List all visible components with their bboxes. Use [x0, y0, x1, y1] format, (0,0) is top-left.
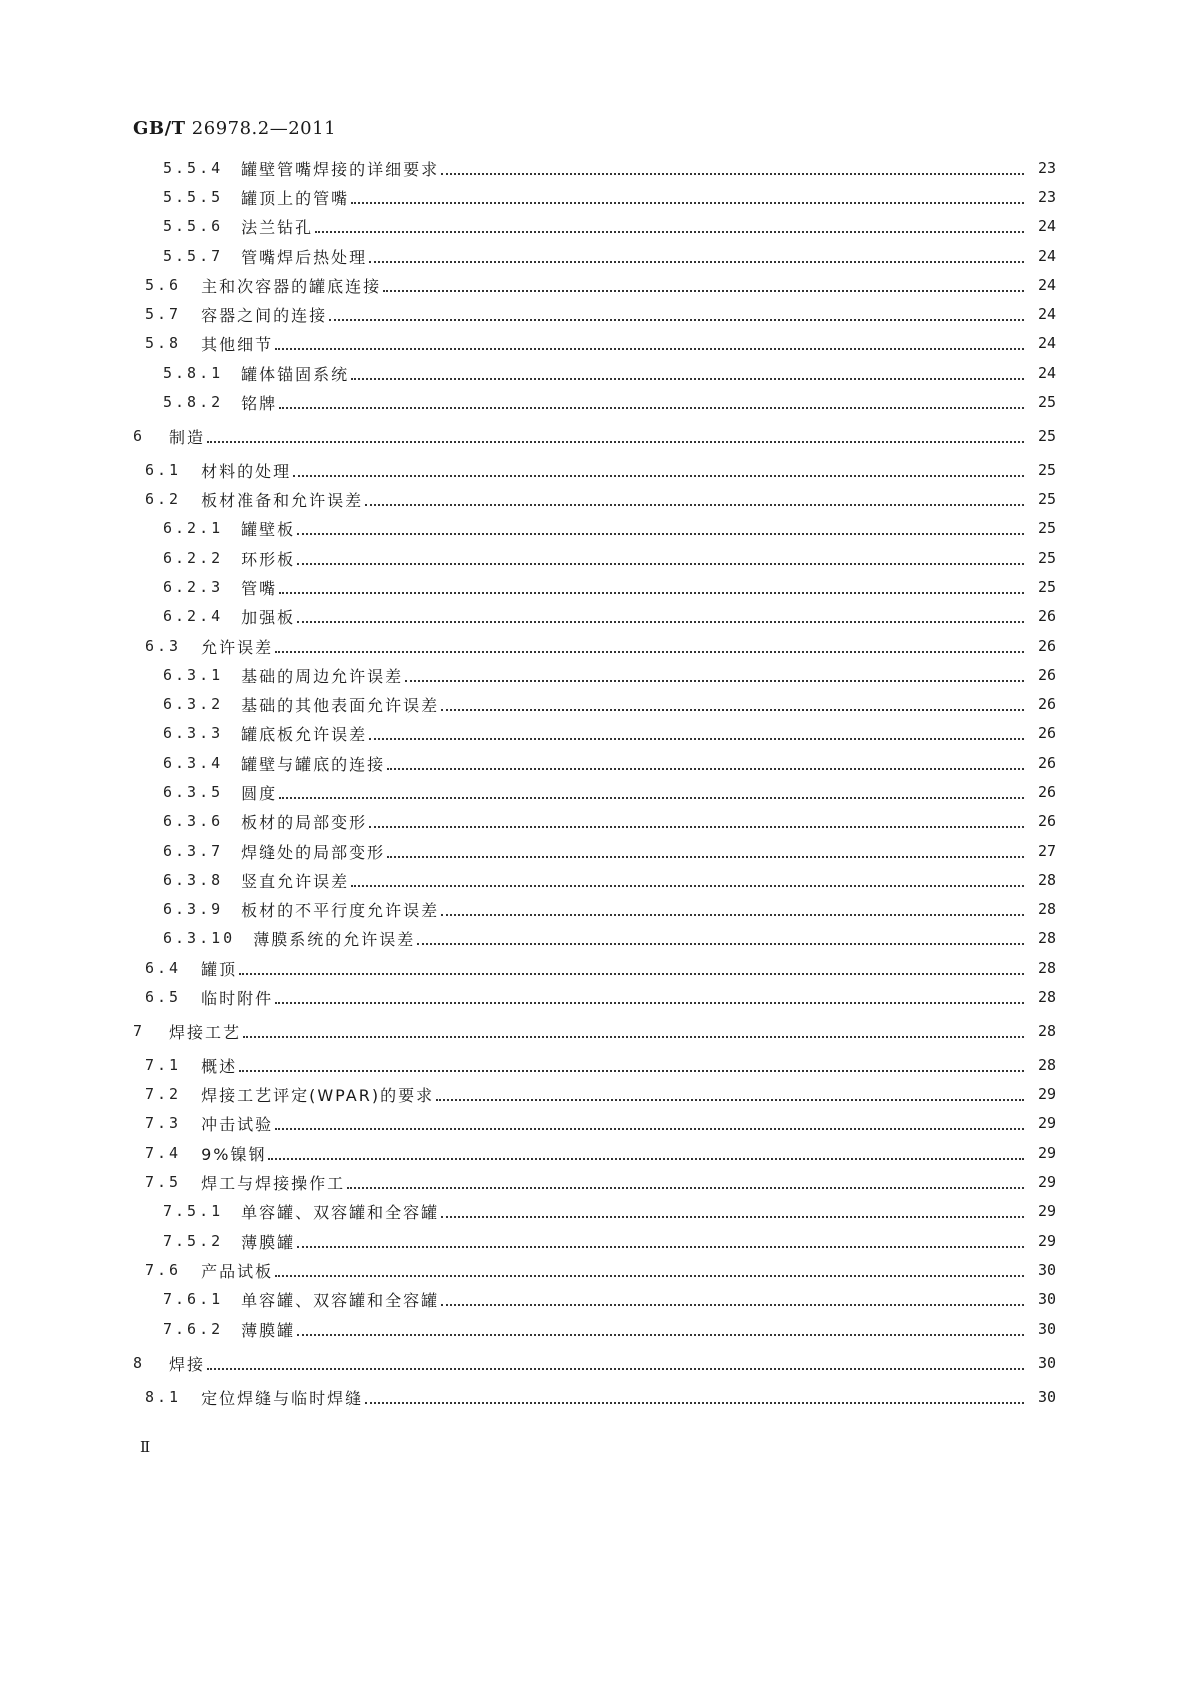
page-number: Ⅱ	[140, 1438, 151, 1456]
toc-entry-number: 6	[133, 427, 146, 445]
toc-leader-dots	[351, 362, 1024, 380]
toc-entry-number: 6.3.10	[163, 929, 236, 947]
toc-leader-dots	[239, 1054, 1024, 1072]
toc-entry-number: 5.8.1	[163, 364, 224, 382]
toc-leader-dots	[279, 781, 1024, 799]
toc-entry-title: 单容罐、双容罐和全容罐	[241, 1290, 440, 1310]
toc-entry[interactable]	[145, 1385, 1056, 1409]
toc-entry-title: 罐壁管嘴焊接的详细要求	[241, 159, 440, 179]
toc-entry-page: 29	[1037, 1173, 1056, 1191]
toc-entry-title: 罐体锚固系统	[241, 364, 350, 384]
toc-entry-title: 焊缝处的局部变形	[241, 842, 386, 862]
toc-leader-dots	[387, 752, 1024, 770]
toc-entry-title: 其他细节	[201, 334, 274, 354]
toc-entry-page: 26	[1037, 637, 1056, 655]
toc-leader-dots	[297, 1230, 1024, 1248]
toc-leader-dots	[275, 635, 1024, 653]
toc-entry-title: 板材的不平行度允许误差	[241, 900, 440, 920]
toc-leader-dots	[268, 1142, 1024, 1160]
toc-entry[interactable]	[163, 926, 1056, 950]
toc-entry-page: 25	[1037, 427, 1056, 445]
toc-leader-dots	[369, 245, 1024, 263]
toc-entry[interactable]	[163, 361, 1056, 385]
toc-entry[interactable]	[163, 1317, 1056, 1341]
toc-entry-page: 25	[1037, 578, 1056, 596]
toc-entry[interactable]	[163, 156, 1056, 180]
toc-entry-title: 焊工与焊接操作工	[201, 1173, 346, 1193]
toc-entry-page: 26	[1037, 607, 1056, 625]
toc-entry[interactable]	[163, 185, 1056, 209]
toc-entry-title: 单容罐、双容罐和全容罐	[241, 1202, 440, 1222]
toc-entry-number: 6.3	[145, 637, 182, 655]
toc-entry-title: 基础的其他表面允许误差	[241, 695, 440, 715]
toc-entry-page: 24	[1037, 305, 1056, 323]
toc-entry[interactable]	[163, 663, 1056, 687]
toc-entry-page: 27	[1037, 842, 1056, 860]
toc-entry-number: 5.6	[145, 276, 182, 294]
toc-entry-number: 7.5.1	[163, 1202, 224, 1220]
toc-entry-title: 9%镍钢	[201, 1144, 267, 1164]
toc-leader-dots	[365, 488, 1024, 506]
toc-entry-title: 罐壁板	[241, 519, 296, 539]
document-code-number: 26978.2—2011	[191, 118, 337, 139]
toc-entry[interactable]	[145, 956, 1056, 980]
toc-entry-title: 薄膜罐	[241, 1320, 296, 1340]
toc-entry-number: 6.3.6	[163, 812, 224, 830]
toc-entry-number: 6.3.7	[163, 842, 224, 860]
toc-entry-number: 7.1	[145, 1056, 182, 1074]
toc-entry-title: 环形板	[241, 549, 296, 569]
toc-entry-title: 焊接工艺	[169, 1022, 242, 1042]
toc-entry-number: 6.5	[145, 988, 182, 1006]
toc-entry[interactable]	[145, 458, 1056, 482]
toc-entry-page: 26	[1037, 666, 1056, 684]
toc-entry[interactable]	[133, 424, 1056, 448]
toc-leader-dots	[365, 1386, 1024, 1404]
toc-entry-title: 罐顶	[201, 959, 238, 979]
toc-entry-title: 允许误差	[201, 637, 274, 657]
toc-entry-number: 6.3.1	[163, 666, 224, 684]
toc-entry-page: 30	[1037, 1261, 1056, 1279]
toc-entry[interactable]	[163, 546, 1056, 570]
toc-entry-number: 6.2	[145, 490, 182, 508]
toc-entry-page: 25	[1037, 519, 1056, 537]
toc-entry[interactable]	[163, 780, 1056, 804]
toc-entry-page: 30	[1037, 1354, 1056, 1372]
toc-entry[interactable]	[145, 634, 1056, 658]
toc-entry[interactable]	[163, 516, 1056, 540]
toc-entry-page: 26	[1037, 724, 1056, 742]
toc-entry-title: 法兰钻孔	[241, 217, 314, 237]
toc-entry-page: 29	[1037, 1202, 1056, 1220]
toc-leader-dots	[279, 391, 1024, 409]
toc-entry[interactable]	[163, 897, 1056, 921]
toc-leader-dots	[436, 1083, 1024, 1101]
toc-entry[interactable]	[163, 575, 1056, 599]
toc-entry[interactable]	[163, 692, 1056, 716]
toc-entry[interactable]	[145, 1082, 1056, 1106]
toc-leader-dots	[297, 605, 1024, 623]
toc-leader-dots	[207, 425, 1024, 443]
toc-entry-page: 25	[1037, 393, 1056, 411]
toc-entry-number: 7.4	[145, 1144, 182, 1162]
toc-entry[interactable]	[163, 214, 1056, 238]
toc-leader-dots	[329, 303, 1024, 321]
toc-entry[interactable]	[145, 1170, 1056, 1194]
toc-entry-title: 薄膜系统的允许误差	[253, 929, 416, 949]
toc-entry-page: 26	[1037, 695, 1056, 713]
toc-entry-page: 24	[1037, 247, 1056, 265]
toc-entry-number: 6.3.3	[163, 724, 224, 742]
toc-entry-number: 5.8.2	[163, 393, 224, 411]
toc-entry-title: 板材准备和允许误差	[201, 490, 364, 510]
toc-entry-page: 28	[1037, 988, 1056, 1006]
toc-entry[interactable]	[163, 1229, 1056, 1253]
toc-leader-dots	[441, 693, 1024, 711]
toc-leader-dots	[297, 547, 1024, 565]
toc-entry-page: 23	[1037, 159, 1056, 177]
toc-leader-dots	[383, 274, 1024, 292]
toc-entry-title: 罐壁与罐底的连接	[241, 754, 386, 774]
toc-entry-page: 29	[1037, 1085, 1056, 1103]
toc-entry[interactable]	[163, 751, 1056, 775]
toc-leader-dots	[405, 664, 1024, 682]
toc-entry-number: 6.2.4	[163, 607, 224, 625]
toc-entry-page: 26	[1037, 783, 1056, 801]
toc-entry-page: 29	[1037, 1144, 1056, 1162]
toc-leader-dots	[207, 1352, 1024, 1370]
toc-entry-number: 7.6	[145, 1261, 182, 1279]
toc-leader-dots	[441, 898, 1024, 916]
toc-entry[interactable]	[163, 721, 1056, 745]
toc-leader-dots	[387, 840, 1024, 858]
toc-entry-number: 7.6.1	[163, 1290, 224, 1308]
toc-leader-dots	[275, 332, 1024, 350]
toc-leader-dots	[347, 1171, 1024, 1189]
toc-entry-title: 焊接工艺评定(WPAR)的要求	[201, 1085, 435, 1105]
toc-entry-title: 冲击试验	[201, 1114, 274, 1134]
toc-entry-title: 铭牌	[241, 393, 278, 413]
toc-entry-title: 定位焊缝与临时焊缝	[201, 1388, 364, 1408]
toc-entry[interactable]	[145, 331, 1056, 355]
toc-entry-page: 29	[1037, 1232, 1056, 1250]
toc-entry-page: 30	[1037, 1320, 1056, 1338]
toc-entry[interactable]	[145, 1053, 1056, 1077]
toc-entry-page: 28	[1037, 959, 1056, 977]
toc-entry-page: 25	[1037, 461, 1056, 479]
toc-entry-number: 7.6.2	[163, 1320, 224, 1338]
toc-entry-page: 23	[1037, 188, 1056, 206]
toc-entry-number: 8	[133, 1354, 146, 1372]
toc-entry[interactable]	[133, 1351, 1056, 1375]
toc-entry-title: 材料的处理	[201, 461, 292, 481]
toc-leader-dots	[441, 157, 1024, 175]
toc-entry-title: 管嘴	[241, 578, 278, 598]
toc-leader-dots	[441, 1200, 1024, 1218]
toc-entry-title: 制造	[169, 427, 206, 447]
toc-entry-number: 5.8	[145, 334, 182, 352]
toc-entry-page: 28	[1037, 1022, 1056, 1040]
toc-entry-number: 6.2.2	[163, 549, 224, 567]
toc-entry-number: 5.5.7	[163, 247, 224, 265]
toc-entry-page: 30	[1037, 1290, 1056, 1308]
toc-entry[interactable]	[163, 244, 1056, 268]
toc-entry-number: 6.4	[145, 959, 182, 977]
toc-entry[interactable]	[163, 809, 1056, 833]
toc-entry-title: 罐底板允许误差	[241, 724, 368, 744]
toc-leader-dots	[275, 1259, 1024, 1277]
toc-entry[interactable]	[145, 487, 1056, 511]
toc-entry-page: 24	[1037, 364, 1056, 382]
document-code-prefix: GB/T	[133, 118, 186, 139]
toc-entry-title: 临时附件	[201, 988, 274, 1008]
toc-entry-page: 28	[1037, 900, 1056, 918]
toc-entry-number: 6.3.4	[163, 754, 224, 772]
toc-entry-number: 8.1	[145, 1388, 182, 1406]
toc-entry-number: 7	[133, 1022, 146, 1040]
toc-entry-number: 6.1	[145, 461, 182, 479]
toc-leader-dots	[369, 810, 1024, 828]
toc-entry-title: 概述	[201, 1056, 238, 1076]
toc-entry[interactable]	[163, 839, 1056, 863]
toc-leader-dots	[351, 869, 1024, 887]
toc-entry-number: 5.5.5	[163, 188, 224, 206]
toc-entry[interactable]	[133, 1019, 1056, 1043]
toc-leader-dots	[351, 186, 1024, 204]
toc-entry-page: 24	[1037, 334, 1056, 352]
toc-entry[interactable]	[145, 1141, 1056, 1165]
toc-entry[interactable]	[163, 390, 1056, 414]
toc-entry-title: 管嘴焊后热处理	[241, 247, 368, 267]
toc-leader-dots	[441, 1288, 1024, 1306]
toc-leader-dots	[279, 576, 1024, 594]
toc-entry-page: 26	[1037, 754, 1056, 772]
toc-leader-dots	[293, 459, 1024, 477]
toc-entry-number: 5.5.4	[163, 159, 224, 177]
toc-entry-title: 罐顶上的管嘴	[241, 188, 350, 208]
toc-entry-number: 6.3.5	[163, 783, 224, 801]
toc-entry-title: 圆度	[241, 783, 278, 803]
toc-leader-dots	[239, 957, 1024, 975]
toc-leader-dots	[275, 986, 1024, 1004]
toc-entry[interactable]	[163, 1287, 1056, 1311]
toc-entry-page: 24	[1037, 276, 1056, 294]
toc-entry-page: 30	[1037, 1388, 1056, 1406]
toc-leader-dots	[297, 1318, 1024, 1336]
toc-entry[interactable]	[145, 1258, 1056, 1282]
toc-entry-page: 25	[1037, 549, 1056, 567]
toc-entry[interactable]	[163, 868, 1056, 892]
toc-entry-page: 28	[1037, 1056, 1056, 1074]
toc-entry-page: 28	[1037, 871, 1056, 889]
toc-entry-number: 7.2	[145, 1085, 182, 1103]
toc-entry-number: 7.5	[145, 1173, 182, 1191]
toc-entry-page: 24	[1037, 217, 1056, 235]
toc-entry-title: 基础的周边允许误差	[241, 666, 404, 686]
toc-entry-title: 竖直允许误差	[241, 871, 350, 891]
toc-leader-dots	[275, 1112, 1024, 1130]
toc-entry[interactable]	[145, 985, 1056, 1009]
toc-entry-title: 薄膜罐	[241, 1232, 296, 1252]
toc-leader-dots	[417, 927, 1024, 945]
toc-entry[interactable]	[145, 1111, 1056, 1135]
toc-entry-number: 6.3.8	[163, 871, 224, 889]
toc-entry-title: 焊接	[169, 1354, 206, 1374]
toc-entry-number: 7.5.2	[163, 1232, 224, 1250]
toc-leader-dots	[315, 215, 1024, 233]
toc-entry-title: 板材的局部变形	[241, 812, 368, 832]
toc-leader-dots	[243, 1020, 1024, 1038]
toc-entry-number: 7.3	[145, 1114, 182, 1132]
toc-entry[interactable]	[145, 273, 1056, 297]
toc-entry[interactable]	[163, 604, 1056, 628]
toc-entry-title: 加强板	[241, 607, 296, 627]
toc-entry[interactable]	[145, 302, 1056, 326]
toc-entry-title: 产品试板	[201, 1261, 274, 1281]
toc-entry[interactable]	[163, 1199, 1056, 1223]
toc-entry-page: 26	[1037, 812, 1056, 830]
toc-entry-page: 25	[1037, 490, 1056, 508]
toc-entry-number: 6.3.2	[163, 695, 224, 713]
toc-entry-page: 28	[1037, 929, 1056, 947]
toc-entry-number: 6.2.1	[163, 519, 224, 537]
toc-entry-page: 29	[1037, 1114, 1056, 1132]
toc-entry-number: 6.3.9	[163, 900, 224, 918]
toc-leader-dots	[369, 722, 1024, 740]
toc-entry-title: 容器之间的连接	[201, 305, 328, 325]
toc-entry-number: 5.5.6	[163, 217, 224, 235]
toc-leader-dots	[297, 517, 1024, 535]
toc-entry-title: 主和次容器的罐底连接	[201, 276, 382, 296]
toc-entry-number: 6.2.3	[163, 578, 224, 596]
document-code	[133, 118, 336, 139]
toc-entry-number: 5.7	[145, 305, 182, 323]
